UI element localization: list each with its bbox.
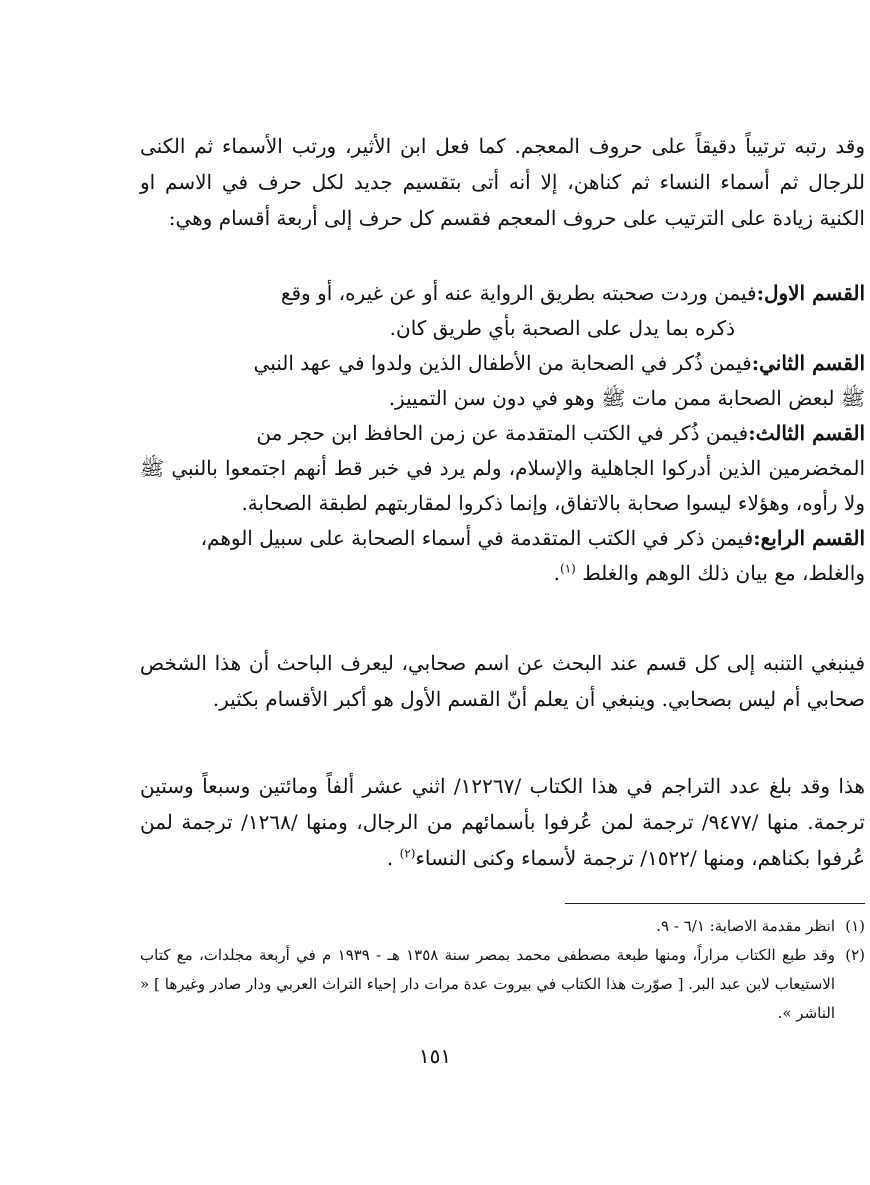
section-continuation: ﷺ لبعض الصحابة ممن مات ﷺ وهو في دون سن التمييز. — [388, 386, 865, 410]
count-paragraph-end: . — [386, 846, 394, 870]
section-text: فيمن ذُكر في الصحابة من الأطفال الذين ولدوا في عهد النبي — [253, 351, 752, 375]
section-heading: القسم الرابع: — [753, 526, 865, 550]
section-heading: القسم الثالث: — [748, 421, 865, 445]
section-continuation: ذكره بما يدل على الصحبة بأي طريق كان. — [389, 316, 735, 340]
footnote-text: انظر مقدمة الاصابة: ٦/١ - ٩. — [656, 917, 835, 935]
footnote-divider — [565, 903, 865, 904]
section-item-1 — [140, 276, 865, 346]
footnote-item-2 — [140, 941, 865, 1028]
footnote-ref-1[interactable]: (١) — [560, 561, 576, 576]
footnote-text: وقد طبع الكتاب مراراً، ومنها طبعة مصطفى محمد بمصر سنة ١٣٥٨ هـ - ١٩٣٩ م في أربعة مجلدات، مع كتاب الاستيعاب لابن عبد البر. [ صوّرت هذا الكتاب في بيروت عدة مرات دار إحياء التراث العربي ودار صادر وغيرها ] « الناشر ». — [140, 946, 835, 1022]
section-text: فيمن ذكر في الكتب المتقدمة في أسماء الصحابة على سبيل الوهم، — [200, 526, 754, 550]
section-text: فيمن وردت صحبته بطريق الرواية عنه أو عن غيره، أو وقع — [280, 281, 757, 305]
section-heading: القسم الاول: — [756, 281, 865, 305]
count-paragraph-text: هذا وقد بلغ عدد التراجم في هذا الكتاب /١٢٢٦٧/ اثني عشر ألفاً ومائتين وسبعاً وستين ترجمة. منها /٩٤٧٧/ ترجمة لمن عُرفوا بأسمائهم من الرجال، ومنها /١٢٦٨/ ترجمة لمن عُرفوا بكناهم، ومنها /١٥٢٢/ ترجمة لأسماء وكنى النساء — [140, 774, 865, 870]
sections-list — [140, 276, 865, 591]
page-number: ١٥١ — [418, 1044, 452, 1068]
section-continuation: المخضرمين الذين أدركوا الجاهلية والإسلام، ولم يرد في خبر قط أنهم اجتمعوا بالنبي ﷺ ولا رأوه، وهؤلاء ليسوا صحابة بالاتفاق، وإنما ذكروا لمقاربتهم لطبقة الصحابة. — [140, 456, 865, 515]
section-heading: القسم الثاني: — [751, 351, 865, 375]
section-item-4 — [140, 521, 865, 591]
section-continuation — [140, 556, 865, 591]
section-text: فيمن ذُكر في الكتب المتقدمة عن زمن الحافظ ابن حجر من — [256, 421, 749, 445]
footnote-number: (١) — [845, 917, 865, 935]
footnote-number: (٢) — [845, 946, 865, 964]
intro-paragraph: وقد رتبه ترتيباً دقيقاً على حروف المعجم. كما فعل ابن الأثير، ورتب الأسماء ثم الكنى للرجال ثم أسماء النساء ثم كناهن، إلا أنه أتى بتقسيم جديد لكل حرف في الاسم او الكنية زيادة على الترتيب على حروف المعجم فقسم كل حرف إلى أربعة أقسام وهي: — [140, 134, 865, 230]
section-continuation-text: والغلط، مع بيان ذلك الوهم والغلط — [582, 561, 865, 585]
footnote-item-1 — [140, 912, 865, 941]
section-continuation-end: . — [553, 561, 560, 585]
footnotes — [140, 912, 865, 1028]
section-item-3 — [140, 416, 865, 521]
count-paragraph — [140, 768, 865, 876]
section-item-2 — [140, 346, 865, 416]
footnote-ref-2[interactable]: (٢) — [399, 846, 416, 861]
alert-paragraph: فينبغي التنبه إلى كل قسم عند البحث عن اسم صحابي، ليعرف الباحث أن هذا الشخص صحابي أم ليس بصحابي. وينبغي أن يعلم أنّ القسم الأول هو أكبر الأقسام بكثير. — [140, 651, 865, 711]
